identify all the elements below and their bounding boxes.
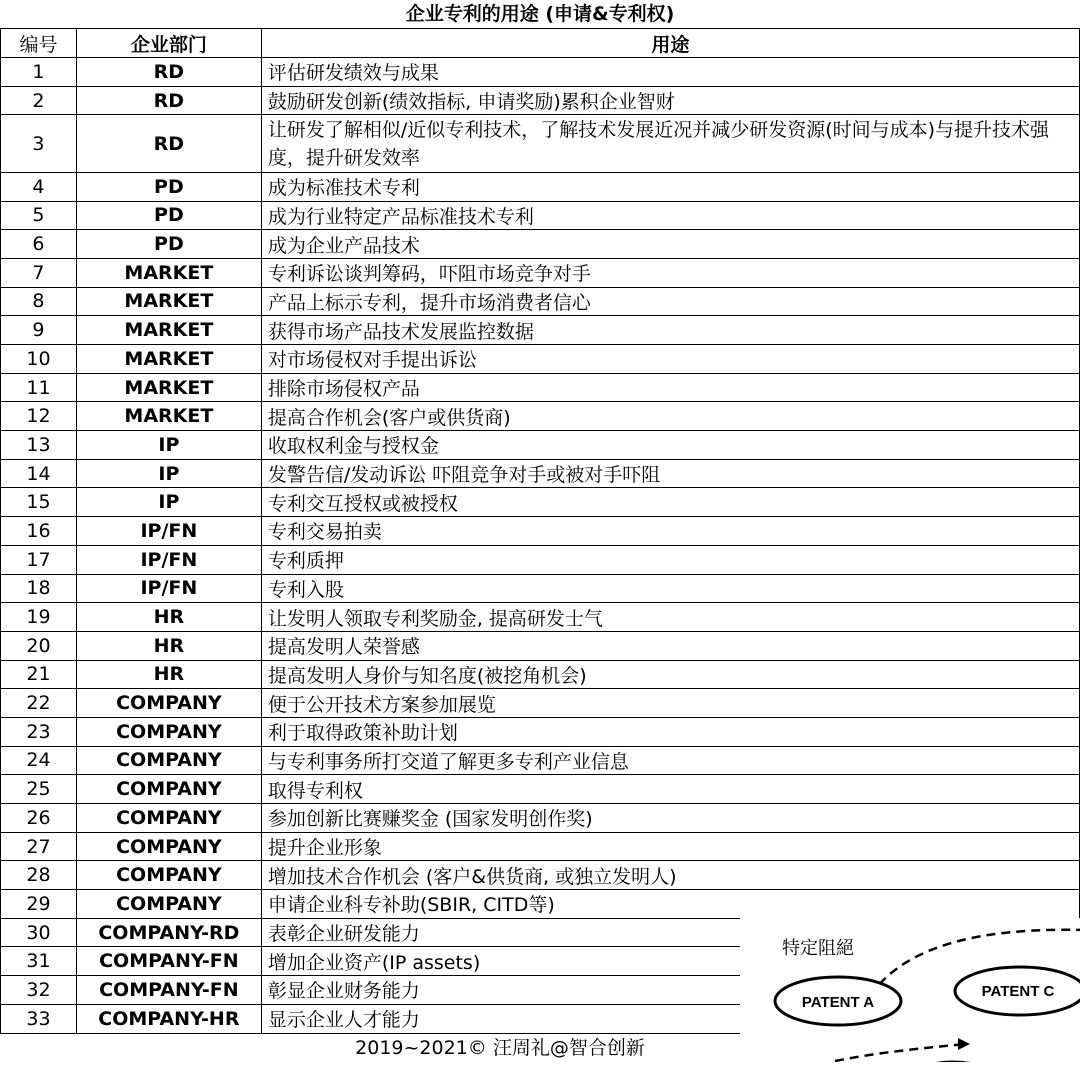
diagram-svg (740, 918, 1080, 1062)
copyright-footer: 2019~2021© 汪周礼@智合创新 (260, 1034, 740, 1062)
row-number: 10 (1, 345, 77, 374)
row-number: 27 (1, 832, 77, 861)
blocking-label: 特定阻絕 (782, 938, 854, 959)
row-dept: MARKET (76, 316, 261, 345)
table-row (1, 775, 1080, 804)
row-use: 显示企业人才能力 (261, 1004, 1079, 1033)
row-use: 参加创新比赛赚奖金 (国家发明创作奖) (261, 804, 1079, 833)
row-dept: COMPANY (76, 861, 261, 890)
row-number: 23 (1, 717, 77, 746)
row-dept: MARKET (76, 373, 261, 402)
row-use: 专利质押 (261, 545, 1079, 574)
table-row (1, 115, 1080, 173)
row-number: 6 (1, 230, 77, 259)
row-number: 13 (1, 431, 77, 460)
patent-diagram (740, 918, 1080, 1062)
row-use: 取得专利权 (261, 775, 1079, 804)
row-use: 专利交易拍卖 (261, 517, 1079, 546)
table-row (1, 459, 1080, 488)
row-dept: MARKET (76, 402, 261, 431)
table-row (1, 230, 1080, 259)
row-dept: PD (76, 230, 261, 259)
table-row (1, 832, 1080, 861)
header-dept: 企业部门 (76, 29, 261, 58)
row-use: 提高发明人荣誉感 (261, 631, 1079, 660)
row-number: 18 (1, 574, 77, 603)
table-row (1, 345, 1080, 374)
row-dept: HR (76, 631, 261, 660)
patent-a-label: PATENT A (801, 994, 875, 1011)
row-dept: HR (76, 660, 261, 689)
row-dept: IP/FN (76, 517, 261, 546)
row-dept: COMPANY-RD (76, 918, 261, 947)
row-number: 7 (1, 258, 77, 287)
row-use: 专利诉讼谈判筹码，吓阻市场竞争对手 (261, 258, 1079, 287)
table-row (1, 631, 1080, 660)
row-dept: RD (76, 115, 261, 173)
row-dept: IP/FN (76, 574, 261, 603)
row-number: 30 (1, 918, 77, 947)
row-number: 9 (1, 316, 77, 345)
row-number: 31 (1, 947, 77, 976)
header-use: 用途 (261, 29, 1079, 58)
row-number: 33 (1, 1004, 77, 1033)
row-number: 14 (1, 459, 77, 488)
row-dept: COMPANY (76, 804, 261, 833)
table-body (1, 58, 1080, 1034)
row-use: 评估研发绩效与成果 (261, 58, 1079, 87)
row-use: 发警告信/发动诉讼 吓阻竞争对手或被对手吓阻 (261, 459, 1079, 488)
row-dept: MARKET (76, 287, 261, 316)
row-number: 1 (1, 58, 77, 87)
row-number: 2 (1, 86, 77, 115)
table-row (1, 58, 1080, 87)
row-use: 表彰企业研发能力 (261, 918, 1079, 947)
arrow-head-icon (958, 1038, 970, 1050)
row-dept: COMPANY (76, 746, 261, 775)
row-use: 成为行业特定产品标准技术专利 (261, 201, 1079, 230)
table-row (1, 660, 1080, 689)
row-dept: MARKET (76, 258, 261, 287)
row-number: 32 (1, 976, 77, 1005)
row-dept: IP (76, 459, 261, 488)
row-use: 提高合作机会(客户或供货商) (261, 402, 1079, 431)
table-row (1, 172, 1080, 201)
row-number: 21 (1, 660, 77, 689)
row-use: 增加技术合作机会 (客户&供货商, 或独立发明人) (261, 861, 1079, 890)
row-number: 17 (1, 545, 77, 574)
table-row (1, 746, 1080, 775)
row-number: 12 (1, 402, 77, 431)
row-use: 让研发了解相似/近似专利技术，了解技术发展近况并减少研发资源(时间与成本)与提升技术强度，提升研发效率 (261, 115, 1079, 173)
row-dept: IP (76, 431, 261, 460)
row-use: 专利交互授权或被授权 (261, 488, 1079, 517)
table-row (1, 316, 1080, 345)
row-number: 4 (1, 172, 77, 201)
table-row (1, 431, 1080, 460)
table-row (1, 717, 1080, 746)
row-use: 获得市场产品技术发展监控数据 (261, 316, 1079, 345)
row-dept: PD (76, 172, 261, 201)
row-number: 26 (1, 804, 77, 833)
row-number: 22 (1, 689, 77, 718)
row-number: 15 (1, 488, 77, 517)
row-number: 24 (1, 746, 77, 775)
table-title: 企业专利的用途 (申请&专利权) (0, 0, 1080, 29)
row-use: 与专利事务所打交道了解更多专利产业信息 (261, 746, 1079, 775)
row-use: 让发明人领取专利奖励金, 提高研发士气 (261, 603, 1079, 632)
table-row (1, 574, 1080, 603)
row-dept: COMPANY (76, 717, 261, 746)
table-header-row (1, 29, 1080, 58)
patent-usage-table (0, 28, 1080, 1034)
row-dept: COMPANY (76, 775, 261, 804)
row-number: 16 (1, 517, 77, 546)
row-use: 鼓励研发创新(绩效指标, 申请奖励)累积企业智财 (261, 86, 1079, 115)
row-dept: HR (76, 603, 261, 632)
row-use: 便于公开技术方案参加展览 (261, 689, 1079, 718)
row-use: 收取权利金与授权金 (261, 431, 1079, 460)
row-dept: IP/FN (76, 545, 261, 574)
table-row (1, 545, 1080, 574)
row-dept: RD (76, 58, 261, 87)
row-use: 增加企业资产(IP assets) (261, 947, 1079, 976)
row-dept: MARKET (76, 345, 261, 374)
row-dept: COMPANY-FN (76, 976, 261, 1005)
table-row (1, 287, 1080, 316)
row-use: 利于取得政策补助计划 (261, 717, 1079, 746)
row-use: 专利入股 (261, 574, 1079, 603)
row-number: 11 (1, 373, 77, 402)
row-use: 提升企业形象 (261, 832, 1079, 861)
row-dept: COMPANY (76, 689, 261, 718)
dashed-arc-bottom (835, 1044, 965, 1061)
row-use: 彰显企业财务能力 (261, 976, 1079, 1005)
row-use: 对市场侵权对手提出诉讼 (261, 345, 1079, 374)
table-row (1, 373, 1080, 402)
row-number: 25 (1, 775, 77, 804)
row-dept: IP (76, 488, 261, 517)
table-row (1, 890, 1080, 919)
table-row (1, 689, 1080, 718)
row-dept: COMPANY-HR (76, 1004, 261, 1033)
table-row (1, 603, 1080, 632)
row-use: 申请企业科专补助(SBIR, CITD等) (261, 890, 1079, 919)
row-dept: PD (76, 201, 261, 230)
table-row (1, 402, 1080, 431)
row-number: 20 (1, 631, 77, 660)
table-row (1, 488, 1080, 517)
row-dept: COMPANY-FN (76, 947, 261, 976)
table-row (1, 201, 1080, 230)
table-row (1, 804, 1080, 833)
table-row (1, 861, 1080, 890)
table-row (1, 517, 1080, 546)
header-no: 编号 (1, 29, 77, 58)
row-use: 排除市场侵权产品 (261, 373, 1079, 402)
row-use: 提高发明人身价与知名度(被挖角机会) (261, 660, 1079, 689)
row-number: 5 (1, 201, 77, 230)
patent-c-label: PATENT C (981, 983, 1055, 1000)
table-row (1, 86, 1080, 115)
row-number: 3 (1, 115, 77, 173)
row-use: 成为标准技术专利 (261, 172, 1079, 201)
row-use: 成为企业产品技术 (261, 230, 1079, 259)
row-number: 19 (1, 603, 77, 632)
row-use: 产品上标示专利，提升市场消费者信心 (261, 287, 1079, 316)
row-dept: COMPANY (76, 890, 261, 919)
row-number: 8 (1, 287, 77, 316)
table-row (1, 258, 1080, 287)
row-dept: COMPANY (76, 832, 261, 861)
row-number: 28 (1, 861, 77, 890)
row-dept: RD (76, 86, 261, 115)
row-number: 29 (1, 890, 77, 919)
